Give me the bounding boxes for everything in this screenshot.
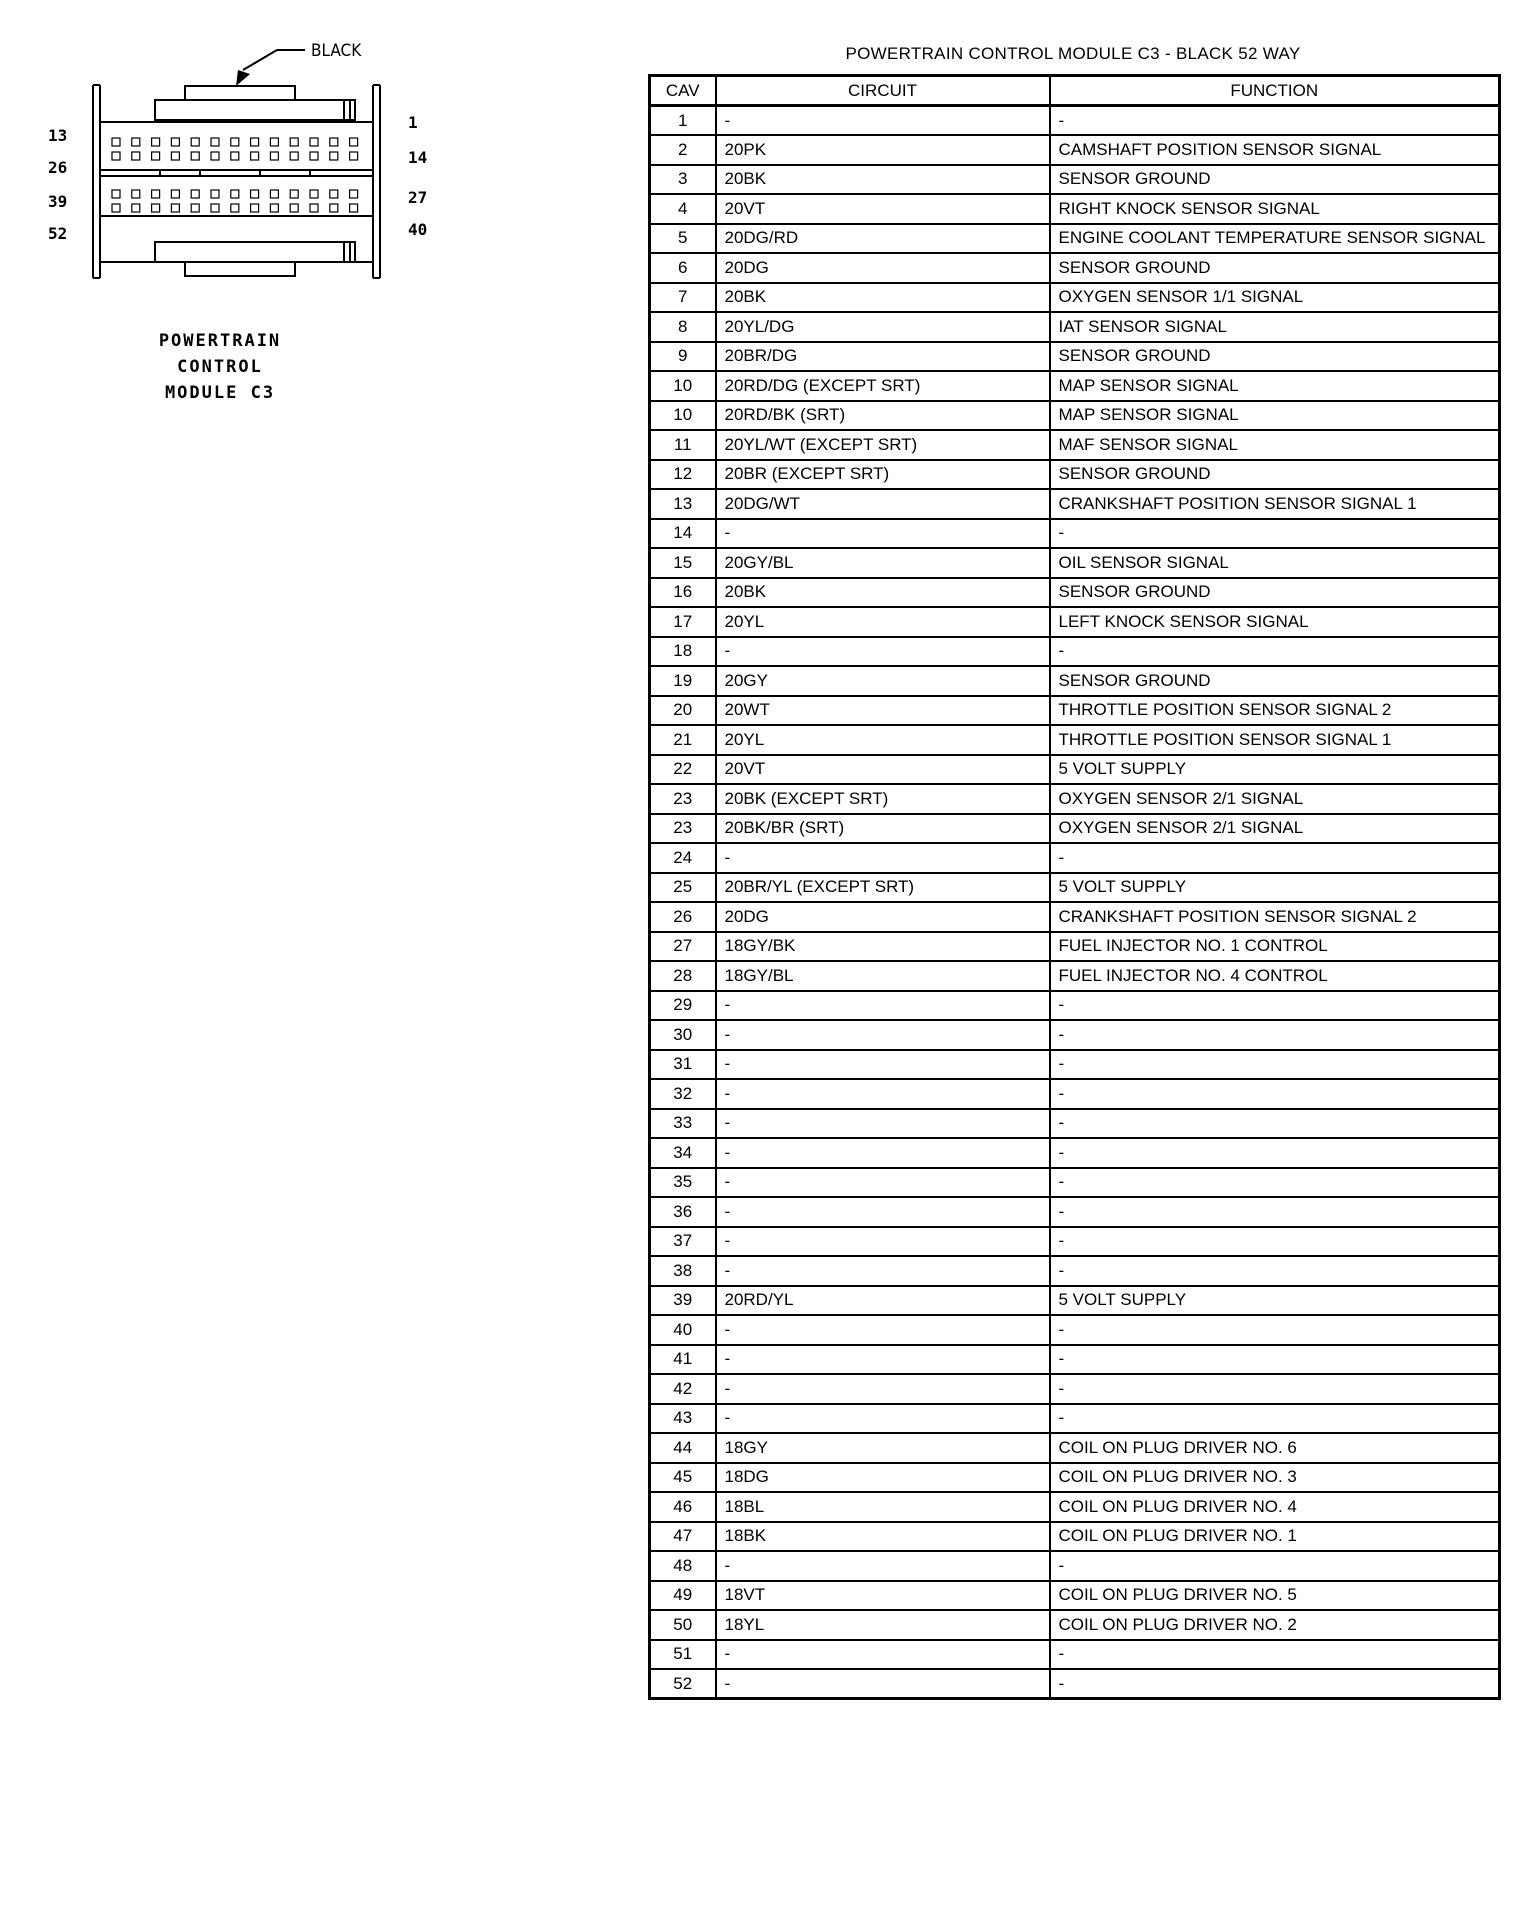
pin-cavity bbox=[211, 204, 219, 212]
table-row bbox=[650, 519, 1500, 549]
callout-leader bbox=[243, 50, 277, 70]
table-row bbox=[650, 1463, 1500, 1493]
table-row bbox=[650, 489, 1500, 519]
cav-cell: 5 bbox=[650, 224, 716, 254]
function-cell: - bbox=[1050, 106, 1500, 136]
cav-cell: 38 bbox=[650, 1256, 716, 1286]
pin-cavity bbox=[270, 138, 278, 146]
circuit-cell: 20DG/RD bbox=[716, 224, 1050, 254]
cav-cell: 43 bbox=[650, 1404, 716, 1434]
circuit-cell: - bbox=[716, 1168, 1050, 1198]
cav-cell: 34 bbox=[650, 1138, 716, 1168]
function-cell: SENSOR GROUND bbox=[1050, 253, 1500, 283]
cav-cell: 49 bbox=[650, 1581, 716, 1611]
caption-line-2: CONTROL bbox=[177, 357, 263, 377]
pin-cavity bbox=[251, 204, 259, 212]
circuit-cell: 20YL bbox=[716, 725, 1050, 755]
cav-cell: 45 bbox=[650, 1463, 716, 1493]
cav-cell: 8 bbox=[650, 312, 716, 342]
table-row bbox=[650, 873, 1500, 903]
function-cell: MAP SENSOR SIGNAL bbox=[1050, 401, 1500, 431]
function-cell: - bbox=[1050, 519, 1500, 549]
circuit-cell: 20VT bbox=[716, 755, 1050, 785]
circuit-cell: - bbox=[716, 1256, 1050, 1286]
pin-cavity bbox=[290, 190, 298, 198]
pin-cavity bbox=[350, 138, 358, 146]
circuit-cell: - bbox=[716, 1551, 1050, 1581]
pin-cavity bbox=[231, 190, 239, 198]
cav-cell: 12 bbox=[650, 460, 716, 490]
pin-cavity bbox=[152, 204, 160, 212]
cav-cell: 28 bbox=[650, 961, 716, 991]
table-row bbox=[650, 342, 1500, 372]
circuit-cell: - bbox=[716, 1109, 1050, 1139]
cav-cell: 17 bbox=[650, 607, 716, 637]
table-row bbox=[650, 371, 1500, 401]
cav-cell: 36 bbox=[650, 1197, 716, 1227]
pin-cavity bbox=[132, 204, 140, 212]
function-cell: - bbox=[1050, 991, 1500, 1021]
pin-label-39: 39 bbox=[48, 192, 68, 211]
function-cell: - bbox=[1050, 1168, 1500, 1198]
table-row bbox=[650, 637, 1500, 667]
circuit-cell: 20BK (EXCEPT SRT) bbox=[716, 784, 1050, 814]
cav-cell: 27 bbox=[650, 932, 716, 962]
function-cell: - bbox=[1050, 1551, 1500, 1581]
circuit-cell: - bbox=[716, 1374, 1050, 1404]
function-cell: CAMSHAFT POSITION SENSOR SIGNAL bbox=[1050, 135, 1500, 165]
pin-label-52: 52 bbox=[48, 224, 68, 243]
circuit-cell: 20BK bbox=[716, 283, 1050, 313]
function-cell: 5 VOLT SUPPLY bbox=[1050, 1286, 1500, 1316]
pin-cavity bbox=[132, 138, 140, 146]
cav-cell: 52 bbox=[650, 1669, 716, 1699]
pin-label-26: 26 bbox=[48, 158, 68, 177]
cav-cell: 7 bbox=[650, 283, 716, 313]
function-cell: SENSOR GROUND bbox=[1050, 165, 1500, 195]
circuit-cell: 20DG bbox=[716, 902, 1050, 932]
table-row bbox=[650, 1227, 1500, 1257]
pin-cavity bbox=[251, 190, 259, 198]
caption-line-1: POWERTRAIN bbox=[158, 331, 282, 351]
circuit-cell: 20DG/WT bbox=[716, 489, 1050, 519]
function-cell: - bbox=[1050, 1669, 1500, 1699]
function-cell: COIL ON PLUG DRIVER NO. 4 bbox=[1050, 1492, 1500, 1522]
function-cell: - bbox=[1050, 637, 1500, 667]
table-row bbox=[650, 961, 1500, 991]
cav-cell: 11 bbox=[650, 430, 716, 460]
circuit-cell: - bbox=[716, 1315, 1050, 1345]
cav-cell: 47 bbox=[650, 1522, 716, 1552]
circuit-cell: 20BR/DG bbox=[716, 342, 1050, 372]
pin-cavity bbox=[330, 190, 338, 198]
function-cell: - bbox=[1050, 843, 1500, 873]
header-function: FUNCTION bbox=[1050, 76, 1500, 106]
pin-cavity bbox=[211, 190, 219, 198]
circuit-cell: 20RD/BK (SRT) bbox=[716, 401, 1050, 431]
cav-cell: 31 bbox=[650, 1050, 716, 1080]
table-row bbox=[650, 991, 1500, 1021]
cav-cell: 20 bbox=[650, 696, 716, 726]
circuit-cell: 20WT bbox=[716, 696, 1050, 726]
cav-cell: 10 bbox=[650, 401, 716, 431]
function-cell: - bbox=[1050, 1374, 1500, 1404]
cav-cell: 48 bbox=[650, 1551, 716, 1581]
pin-cavity bbox=[310, 204, 318, 212]
circuit-cell: 18YL bbox=[716, 1610, 1050, 1640]
circuit-cell: - bbox=[716, 1020, 1050, 1050]
function-cell: COIL ON PLUG DRIVER NO. 2 bbox=[1050, 1610, 1500, 1640]
table-row bbox=[650, 1404, 1500, 1434]
function-cell: THROTTLE POSITION SENSOR SIGNAL 2 bbox=[1050, 696, 1500, 726]
cav-cell: 46 bbox=[650, 1492, 716, 1522]
table-row bbox=[650, 814, 1500, 844]
pin-cavity bbox=[350, 204, 358, 212]
function-cell: - bbox=[1050, 1345, 1500, 1375]
pin-cavity bbox=[231, 204, 239, 212]
cav-cell: 39 bbox=[650, 1286, 716, 1316]
table-row bbox=[650, 1669, 1500, 1699]
table-row bbox=[650, 1050, 1500, 1080]
pin-cavity bbox=[152, 138, 160, 146]
pin-cavity bbox=[270, 204, 278, 212]
circuit-cell: - bbox=[716, 519, 1050, 549]
cav-cell: 23 bbox=[650, 814, 716, 844]
pin-cavity bbox=[171, 204, 179, 212]
pinout-table bbox=[648, 74, 1501, 1700]
pin-label-27: 27 bbox=[408, 188, 428, 207]
circuit-cell: - bbox=[716, 991, 1050, 1021]
circuit-cell: - bbox=[716, 1640, 1050, 1670]
connector-color-label: BLACK bbox=[311, 41, 362, 61]
cav-cell: 18 bbox=[650, 637, 716, 667]
circuit-cell: 20VT bbox=[716, 194, 1050, 224]
connector-diagram bbox=[40, 30, 440, 290]
function-cell: FUEL INJECTOR NO. 4 CONTROL bbox=[1050, 961, 1500, 991]
circuit-cell: 20YL/DG bbox=[716, 312, 1050, 342]
table-row bbox=[650, 932, 1500, 962]
connector-caption bbox=[120, 328, 320, 406]
cav-cell: 21 bbox=[650, 725, 716, 755]
cav-cell: 23 bbox=[650, 784, 716, 814]
header-circuit: CIRCUIT bbox=[716, 76, 1050, 106]
cav-cell: 51 bbox=[650, 1640, 716, 1670]
function-cell: - bbox=[1050, 1256, 1500, 1286]
pin-cavity bbox=[171, 138, 179, 146]
function-cell: COIL ON PLUG DRIVER NO. 6 bbox=[1050, 1433, 1500, 1463]
table-row bbox=[650, 1079, 1500, 1109]
function-cell: SENSOR GROUND bbox=[1050, 578, 1500, 608]
cav-cell: 6 bbox=[650, 253, 716, 283]
cav-cell: 25 bbox=[650, 873, 716, 903]
function-cell: - bbox=[1050, 1020, 1500, 1050]
pin-cavity bbox=[270, 152, 278, 160]
pin-cavity bbox=[251, 138, 259, 146]
function-cell: - bbox=[1050, 1404, 1500, 1434]
pin-cavity bbox=[112, 190, 120, 198]
function-cell: COIL ON PLUG DRIVER NO. 5 bbox=[1050, 1581, 1500, 1611]
function-cell: COIL ON PLUG DRIVER NO. 1 bbox=[1050, 1522, 1500, 1552]
circuit-cell: 18BK bbox=[716, 1522, 1050, 1552]
pin-cavity bbox=[330, 152, 338, 160]
function-cell: SENSOR GROUND bbox=[1050, 460, 1500, 490]
cav-cell: 33 bbox=[650, 1109, 716, 1139]
pin-label-13: 13 bbox=[48, 126, 68, 145]
table-row bbox=[650, 1374, 1500, 1404]
function-cell: OIL SENSOR SIGNAL bbox=[1050, 548, 1500, 578]
circuit-cell: - bbox=[716, 1197, 1050, 1227]
cav-cell: 2 bbox=[650, 135, 716, 165]
circuit-cell: - bbox=[716, 1050, 1050, 1080]
cav-cell: 30 bbox=[650, 1020, 716, 1050]
header-cav: CAV bbox=[650, 76, 716, 106]
function-cell: OXYGEN SENSOR 2/1 SIGNAL bbox=[1050, 784, 1500, 814]
pin-cavity bbox=[152, 190, 160, 198]
pin-cavity bbox=[330, 204, 338, 212]
circuit-cell: 20BK/BR (SRT) bbox=[716, 814, 1050, 844]
circuit-cell: - bbox=[716, 843, 1050, 873]
table-title: POWERTRAIN CONTROL MODULE C3 - BLACK 52 WAY bbox=[845, 44, 1301, 63]
connector-housing bbox=[93, 85, 380, 278]
circuit-cell: 20BR/YL (EXCEPT SRT) bbox=[716, 873, 1050, 903]
cav-cell: 44 bbox=[650, 1433, 716, 1463]
cav-cell: 24 bbox=[650, 843, 716, 873]
circuit-cell: 18GY bbox=[716, 1433, 1050, 1463]
pin-cavity bbox=[132, 190, 140, 198]
pin-cavity bbox=[231, 138, 239, 146]
table-row bbox=[650, 283, 1500, 313]
table-row bbox=[650, 1138, 1500, 1168]
table-row bbox=[650, 843, 1500, 873]
table-row bbox=[650, 1197, 1500, 1227]
pin-cavity bbox=[231, 152, 239, 160]
pin-cavity bbox=[112, 204, 120, 212]
table-row bbox=[650, 1315, 1500, 1345]
pin-cavity bbox=[211, 152, 219, 160]
cav-cell: 26 bbox=[650, 902, 716, 932]
circuit-cell: 20YL/WT (EXCEPT SRT) bbox=[716, 430, 1050, 460]
table-row bbox=[650, 430, 1500, 460]
function-cell: 5 VOLT SUPPLY bbox=[1050, 873, 1500, 903]
circuit-cell: 20PK bbox=[716, 135, 1050, 165]
pin-cavity bbox=[350, 152, 358, 160]
table-row bbox=[650, 253, 1500, 283]
function-cell: IAT SENSOR SIGNAL bbox=[1050, 312, 1500, 342]
circuit-cell: - bbox=[716, 637, 1050, 667]
circuit-cell: - bbox=[716, 1079, 1050, 1109]
circuit-cell: 20YL bbox=[716, 607, 1050, 637]
circuit-cell: 18DG bbox=[716, 1463, 1050, 1493]
table-row bbox=[650, 165, 1500, 195]
table-row bbox=[650, 1492, 1500, 1522]
function-cell: RIGHT KNOCK SENSOR SIGNAL bbox=[1050, 194, 1500, 224]
cav-cell: 1 bbox=[650, 106, 716, 136]
function-cell: CRANKSHAFT POSITION SENSOR SIGNAL 1 bbox=[1050, 489, 1500, 519]
pin-label-1: 1 bbox=[408, 113, 418, 132]
pin-cavity bbox=[191, 138, 199, 146]
cav-cell: 10 bbox=[650, 371, 716, 401]
circuit-cell: - bbox=[716, 1669, 1050, 1699]
table-row bbox=[650, 460, 1500, 490]
callout-arrow-icon bbox=[236, 70, 250, 86]
table-row bbox=[650, 194, 1500, 224]
pin-cavity bbox=[112, 152, 120, 160]
table-row bbox=[650, 224, 1500, 254]
function-cell: FUEL INJECTOR NO. 1 CONTROL bbox=[1050, 932, 1500, 962]
table-row bbox=[650, 1551, 1500, 1581]
table-row bbox=[650, 666, 1500, 696]
cav-cell: 50 bbox=[650, 1610, 716, 1640]
function-cell: - bbox=[1050, 1315, 1500, 1345]
table-row bbox=[650, 607, 1500, 637]
table-row bbox=[650, 548, 1500, 578]
circuit-cell: 20BK bbox=[716, 165, 1050, 195]
cav-cell: 29 bbox=[650, 991, 716, 1021]
table-row bbox=[650, 755, 1500, 785]
function-cell: ENGINE COOLANT TEMPERATURE SENSOR SIGNAL bbox=[1050, 224, 1500, 254]
table-row bbox=[650, 1286, 1500, 1316]
circuit-cell: 20GY bbox=[716, 666, 1050, 696]
pin-cavity bbox=[191, 190, 199, 198]
circuit-cell: 20GY/BL bbox=[716, 548, 1050, 578]
function-cell: - bbox=[1050, 1640, 1500, 1670]
table-row bbox=[650, 696, 1500, 726]
pin-cavity bbox=[350, 190, 358, 198]
pin-cavity bbox=[310, 138, 318, 146]
table-row bbox=[650, 1256, 1500, 1286]
cav-cell: 40 bbox=[650, 1315, 716, 1345]
function-cell: - bbox=[1050, 1079, 1500, 1109]
cav-cell: 37 bbox=[650, 1227, 716, 1257]
function-cell: 5 VOLT SUPPLY bbox=[1050, 755, 1500, 785]
circuit-cell: 20BR (EXCEPT SRT) bbox=[716, 460, 1050, 490]
circuit-cell: - bbox=[716, 1227, 1050, 1257]
function-cell: MAP SENSOR SIGNAL bbox=[1050, 371, 1500, 401]
function-cell: SENSOR GROUND bbox=[1050, 342, 1500, 372]
pin-cavity bbox=[211, 138, 219, 146]
pin-cavity bbox=[290, 204, 298, 212]
pin-cavity bbox=[171, 152, 179, 160]
table-row bbox=[650, 401, 1500, 431]
table-row bbox=[650, 1581, 1500, 1611]
table-row bbox=[650, 1433, 1500, 1463]
function-cell: LEFT KNOCK SENSOR SIGNAL bbox=[1050, 607, 1500, 637]
cav-cell: 41 bbox=[650, 1345, 716, 1375]
table-body bbox=[650, 106, 1500, 1699]
table-row bbox=[650, 578, 1500, 608]
function-cell: OXYGEN SENSOR 1/1 SIGNAL bbox=[1050, 283, 1500, 313]
pin-cavity bbox=[310, 152, 318, 160]
cav-cell: 19 bbox=[650, 666, 716, 696]
function-cell: - bbox=[1050, 1197, 1500, 1227]
function-cell: - bbox=[1050, 1138, 1500, 1168]
table-row bbox=[650, 784, 1500, 814]
pin-cavity bbox=[330, 138, 338, 146]
cav-cell: 14 bbox=[650, 519, 716, 549]
table-row bbox=[650, 312, 1500, 342]
circuit-cell: 18GY/BK bbox=[716, 932, 1050, 962]
cav-cell: 35 bbox=[650, 1168, 716, 1198]
pin-cavity bbox=[152, 152, 160, 160]
pin-label-14: 14 bbox=[408, 148, 428, 167]
cav-cell: 32 bbox=[650, 1079, 716, 1109]
circuit-cell: - bbox=[716, 1345, 1050, 1375]
function-cell: - bbox=[1050, 1227, 1500, 1257]
cav-cell: 22 bbox=[650, 755, 716, 785]
caption-line-3: MODULE C3 bbox=[164, 383, 276, 403]
table-row bbox=[650, 1640, 1500, 1670]
cav-cell: 13 bbox=[650, 489, 716, 519]
cav-cell: 9 bbox=[650, 342, 716, 372]
table-row bbox=[650, 1109, 1500, 1139]
cav-cell: 42 bbox=[650, 1374, 716, 1404]
table-row bbox=[650, 1522, 1500, 1552]
table-row bbox=[650, 902, 1500, 932]
table-header-row bbox=[650, 76, 1500, 106]
circuit-cell: - bbox=[716, 1138, 1050, 1168]
function-cell: COIL ON PLUG DRIVER NO. 3 bbox=[1050, 1463, 1500, 1493]
pin-label-40: 40 bbox=[408, 220, 428, 239]
cav-cell: 3 bbox=[650, 165, 716, 195]
pin-cavity bbox=[270, 190, 278, 198]
pin-cavity bbox=[290, 138, 298, 146]
circuit-cell: 20RD/YL bbox=[716, 1286, 1050, 1316]
function-cell: - bbox=[1050, 1109, 1500, 1139]
table-row bbox=[650, 1610, 1500, 1640]
circuit-cell: 20RD/DG (EXCEPT SRT) bbox=[716, 371, 1050, 401]
function-cell: - bbox=[1050, 1050, 1500, 1080]
table-row bbox=[650, 135, 1500, 165]
pin-cavity bbox=[290, 152, 298, 160]
pin-cavity bbox=[191, 152, 199, 160]
function-cell: THROTTLE POSITION SENSOR SIGNAL 1 bbox=[1050, 725, 1500, 755]
cav-cell: 16 bbox=[650, 578, 716, 608]
table-row bbox=[650, 1020, 1500, 1050]
circuit-cell: 18BL bbox=[716, 1492, 1050, 1522]
table-row bbox=[650, 725, 1500, 755]
circuit-cell: 18VT bbox=[716, 1581, 1050, 1611]
cav-cell: 4 bbox=[650, 194, 716, 224]
pin-cavity bbox=[132, 152, 140, 160]
pin-cavity bbox=[191, 204, 199, 212]
pin-cavity bbox=[251, 152, 259, 160]
pin-cavity bbox=[171, 190, 179, 198]
circuit-cell: 20DG bbox=[716, 253, 1050, 283]
cav-cell: 15 bbox=[650, 548, 716, 578]
function-cell: MAF SENSOR SIGNAL bbox=[1050, 430, 1500, 460]
table-row bbox=[650, 1345, 1500, 1375]
function-cell: OXYGEN SENSOR 2/1 SIGNAL bbox=[1050, 814, 1500, 844]
circuit-cell: 18GY/BL bbox=[716, 961, 1050, 991]
function-cell: CRANKSHAFT POSITION SENSOR SIGNAL 2 bbox=[1050, 902, 1500, 932]
circuit-cell: - bbox=[716, 106, 1050, 136]
circuit-cell: - bbox=[716, 1404, 1050, 1434]
pin-cavity bbox=[310, 190, 318, 198]
function-cell: SENSOR GROUND bbox=[1050, 666, 1500, 696]
table-row bbox=[650, 106, 1500, 136]
circuit-cell: 20BK bbox=[716, 578, 1050, 608]
pin-cavity bbox=[112, 138, 120, 146]
table-row bbox=[650, 1168, 1500, 1198]
